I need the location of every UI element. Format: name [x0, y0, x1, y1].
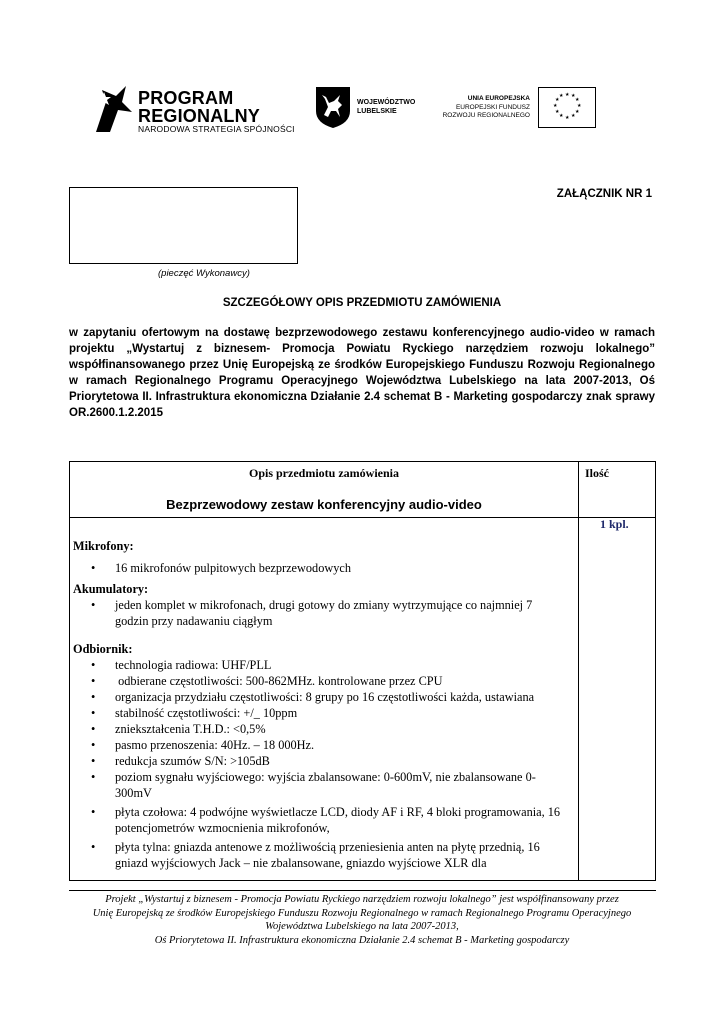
- table-header-divider: [69, 517, 656, 518]
- program-regionalny-subtitle: NARODOWA STRATEGIA SPÓJNOŚCI: [138, 124, 295, 134]
- list-item: • stabilność częstotliwości: +/_ 10ppm: [73, 705, 573, 721]
- stamp-caption: (pieczęć Wykonawcy): [158, 268, 250, 279]
- list-item: • 16 mikrofonów pulpitowych bezprzewodowych: [73, 560, 573, 576]
- svg-text:★: ★: [575, 109, 580, 115]
- svg-text:★: ★: [577, 103, 582, 109]
- list-item: • odbierane częstotliwości: 500-862MHz. kontrolowane przez CPU: [73, 673, 573, 689]
- table-subheader-product: Bezprzewodowy zestaw konferencyjny audio-video: [166, 497, 482, 512]
- table-column-divider: [578, 461, 579, 881]
- list-item: • poziom sygnału wyjściowego: wyjścia zbalansowane: 0-600mV, nie zbalansowane 0-300mV: [73, 769, 573, 801]
- svg-text:★: ★: [555, 109, 560, 115]
- svg-text:★: ★: [575, 97, 580, 103]
- footer-divider: [69, 890, 656, 891]
- svg-text:★: ★: [559, 113, 564, 119]
- program-regionalny-logo-icon: [92, 82, 136, 138]
- program-regionalny-title: PROGRAM REGIONALNY: [138, 88, 261, 126]
- list-item: • jeden komplet w mikrofonach, drugi gotowy do zmiany wytrzymujące co najmniej 7 godzin przy nadawaniu ciągłym: [73, 597, 573, 629]
- svg-text:★: ★: [555, 97, 560, 103]
- svg-text:★: ★: [559, 93, 564, 99]
- eu-fund-label: UNIA EUROPEJSKA EUROPEJSKI FUNDUSZ ROZWOJU REGIONALNEGO: [442, 95, 530, 119]
- list-item: • pasmo przenoszenia: 40Hz. – 18 000Hz.: [73, 737, 573, 753]
- table-header-quantity: Ilość: [585, 466, 609, 480]
- footer-project-info: Projekt „Wystartuj z biznesem - Promocja Powiatu Ryckiego narzędziem rozwoju lokalnego” jest współfinansowany przez Unię Europejską ze środków Europejskiego Funduszu Rozwoju Regionalnego w ramach Regionalnego Programu Operacyjnego Województwa Lubelskiego na lata 2007-2013, Oś Priorytetowa II. Infrastruktura ekonomiczna Działanie 2.4 schemat B - Marketing gospodarczy: [92, 894, 632, 946]
- list-item: • redukcja szumów S/N: >105dB: [73, 753, 573, 769]
- table-header-description: Opis przedmiotu zamówienia: [249, 466, 399, 480]
- quantity-value: 1 kpl.: [600, 517, 629, 531]
- svg-text:★: ★: [571, 113, 576, 119]
- section-heading-batteries: Akumulatory:: [73, 582, 149, 596]
- document-title: SZCZEGÓŁOWY OPIS PRZEDMIOTU ZAMÓWIENIA: [222, 297, 502, 309]
- lubelskie-coat-of-arms-icon: [314, 85, 352, 129]
- eu-flag-icon: [538, 87, 596, 128]
- svg-text:★: ★: [571, 93, 576, 99]
- svg-text:★: ★: [553, 103, 558, 109]
- intro-paragraph: w zapytaniu ofertowym na dostawę bezprzewodowego zestawu konferencyjnego audio-video w ramach projektu „Wystartuj z biznesem- Promocja Powiatu Ryckiego narzędziem rozwoju lokalnego” współfinansowanego przez Unię Europejską ze środków Europejskiego Funduszu Rozwoju Regionalnego w ramach Regionalnego Programu Operacyjnego Województwa Lubelskiego na lata 2007-2013, Oś Priorytetowa II. Infrastruktura ekonomiczna Działanie 2.4 schemat B - Marketing gospodarczy znak sprawy OR.2600.1.2.2015: [69, 327, 655, 419]
- section-heading-receiver: Odbiornik:: [73, 642, 133, 656]
- table-body-content: [73, 538, 573, 871]
- list-item: • technologia radiowa: UHF/PLL: [73, 657, 573, 673]
- list-item: • zniekształcenia T.H.D.: <0,5%: [73, 721, 573, 737]
- list-item: • organizacja przydziału częstotliwości: 8 grupy po 16 częstotliwości każda, ustawiana: [73, 689, 573, 705]
- annex-number: ZAŁĄCZNIK NR 1: [556, 188, 652, 200]
- section-heading-microphones: Mikrofony:: [73, 539, 134, 553]
- list-item: • płyta tylna: gniazda antenowe z możliwością przeniesienia anten na płytę przednią, 16 gniazd wyjściowych Jack – nie zbalansowane, gniazdo wyjściowe XLR dla: [73, 839, 573, 871]
- wojewodztwo-lubelskie-label: WOJEWÓDZTWO LUBELSKIE: [357, 99, 416, 115]
- svg-text:★: ★: [565, 115, 570, 121]
- list-item: • płyta czołowa: 4 podwójne wyświetlacze LCD, diody AF i RF, 4 bloki programowania, 16 potencjometrów wzmocnienia mikrofonów,: [73, 804, 573, 836]
- contractor-stamp-box: [69, 187, 298, 264]
- svg-text:★: ★: [565, 92, 570, 98]
